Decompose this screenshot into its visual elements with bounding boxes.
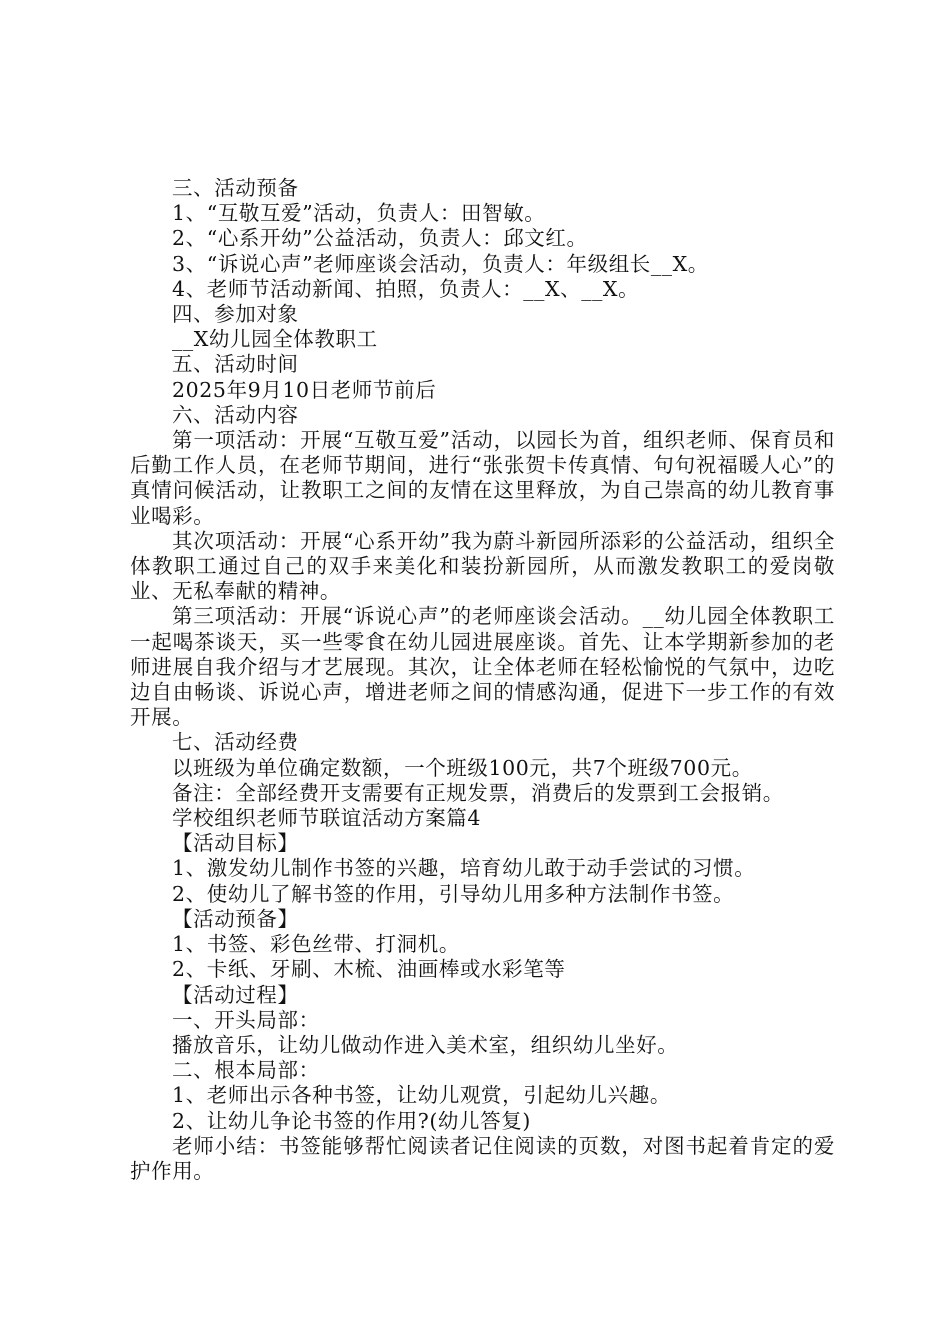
list-item: 2、使幼儿了解书签的作用，引导幼儿用多种方法制作书签。 <box>172 881 735 906</box>
list-item: 1、老师出示各种书签，让幼儿观赏，引起幼儿兴趣。 <box>172 1083 671 1108</box>
section-heading-content: 六、活动内容 <box>172 402 299 427</box>
section-heading-preparation: 三、活动预备 <box>172 176 299 200</box>
list-item: 1、激发幼儿制作书签的兴趣，培育幼儿敢于动手尝试的习惯。 <box>172 856 756 881</box>
list-item: 2、卡纸、牙刷、木梳、油画棒或水彩笔等 <box>172 957 566 982</box>
list-item: 1、书签、彩色丝带、打洞机。 <box>172 932 460 957</box>
list-item: 2、“心系开幼”公益活动，负责人：邱文红。 <box>172 226 588 251</box>
section-heading-participants: 四、参加对象 <box>172 302 299 327</box>
section-heading-time: 五、活动时间 <box>172 352 299 377</box>
text-line: __X幼儿园全体教职工 <box>172 327 378 352</box>
subheading-opening: 一、开头局部： <box>172 1007 320 1032</box>
text-line: 2025年9月10日老师节前后 <box>172 377 437 402</box>
plan-title: 学校组织老师节联谊活动方案篇4 <box>172 806 482 831</box>
section-heading-goals: 【活动目标】 <box>172 831 299 856</box>
subheading-main: 二、根本局部： <box>172 1058 320 1083</box>
section-heading-materials: 【活动预备】 <box>172 906 299 931</box>
list-item: 1、“互敬互爱”活动，负责人：田智敏。 <box>172 201 546 226</box>
section-heading-process: 【活动过程】 <box>172 982 299 1007</box>
list-item: 2、让幼儿争论书签的作用?(幼儿答复) <box>172 1108 531 1133</box>
paragraph-activity-3: 第三项活动：开展“诉说心声”的老师座谈会活动。__幼儿园全体教职工一起喝茶谈天，买一些零食在幼儿园进展座谈。首先、让本学期新参加的老师进展自我介绍与才艺展现。其次，让全体老师在轻松愉悦的气氛中，边吃边自由畅谈、诉说心声，增进老师之间的情感沟通，促进下一步工作的有效开展。 <box>130 604 835 730</box>
paragraph-teacher-summary: 老师小结：书签能够帮忙阅读者记住阅读的页数，对图书起着肯定的爱护作用。 <box>130 1133 835 1183</box>
paragraph-activity-2: 其次项活动：开展“心系开幼”我为蔚斗新园所添彩的公益活动，组织全体教职工通过自己的双手来美化和装扮新园所，从而激发教职工的爱岗敬业、无私奉献的精神。 <box>130 528 835 604</box>
section-heading-budget: 七、活动经费 <box>172 730 299 755</box>
text-line: 播放音乐，让幼儿做动作进入美术室，组织幼儿坐好。 <box>172 1032 679 1057</box>
list-item: 3、“诉说心声”老师座谈会活动，负责人：年级组长__X。 <box>172 251 709 276</box>
list-item: 4、老师节活动新闻、拍照，负责人：__X、__X。 <box>172 276 640 301</box>
text-line: 备注：全部经费开支需要有正规发票，消费后的发票到工会报销。 <box>172 780 784 805</box>
document-body <box>130 176 835 1184</box>
text-line: 以班级为单位确定数额，一个班级100元，共7个班级700元。 <box>172 755 753 780</box>
paragraph-activity-1: 第一项活动：开展“互敬互爱”活动，以园长为首，组织老师、保育员和后勤工作人员，在老师节期间，进行“张张贺卡传真情、句句祝福暖人心”的真情问候活动，让教职工之间的友情在这里释放，为自己崇高的幼儿教育事业喝彩。 <box>130 428 835 528</box>
